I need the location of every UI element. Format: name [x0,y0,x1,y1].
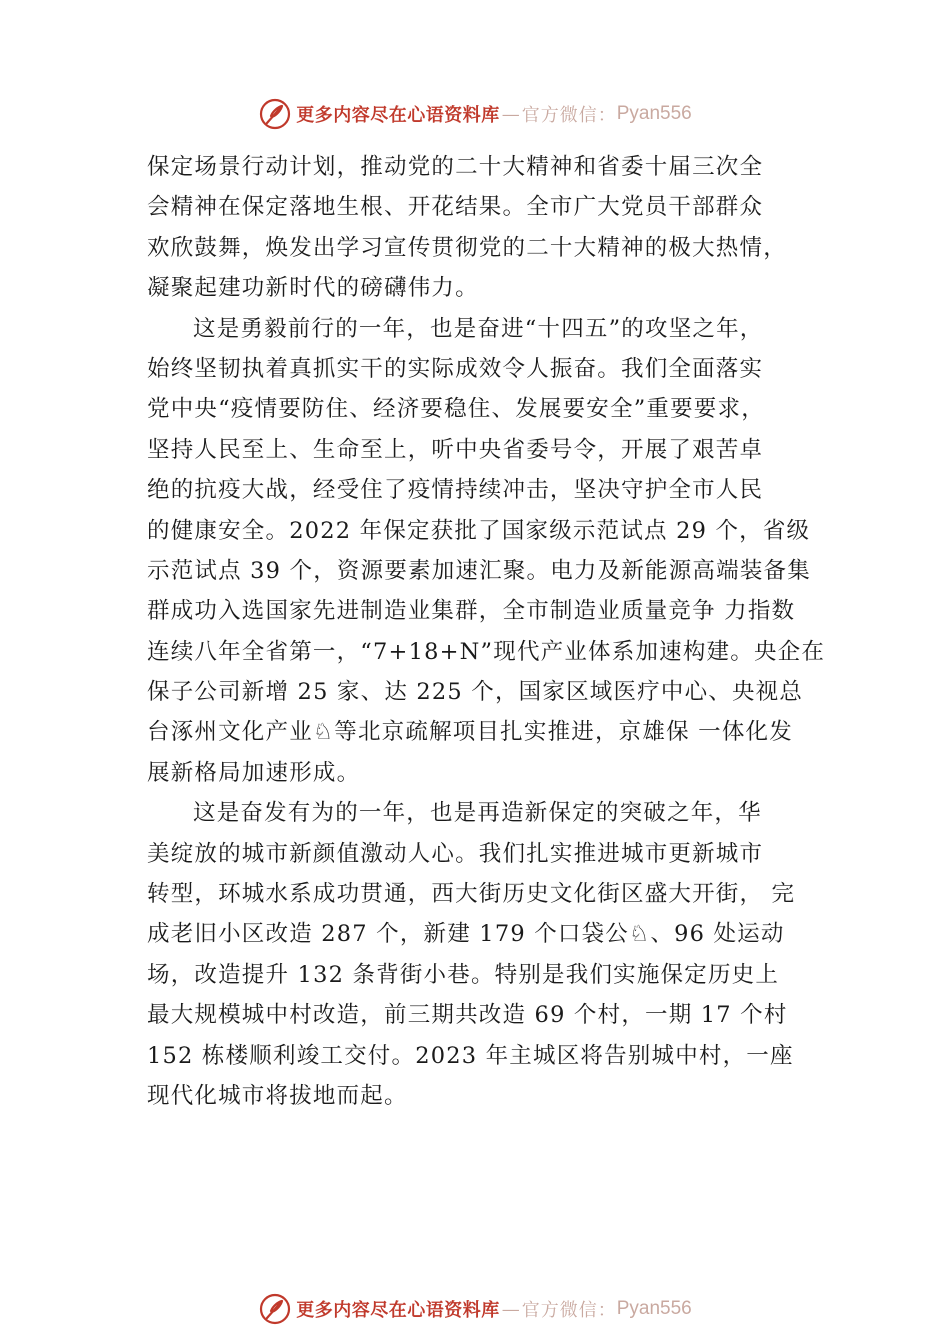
text-line: 场，改造提升 132 条背街小巷。特别是我们实施保定历史上 [147,961,780,988]
header-label: 官方微信： [521,105,617,126]
text-line: 保子公司新增 25 家、达 225 个，国家区域医疗中心、央视总 [147,679,804,706]
text-line: 转型，环城水系成功贯通，西大街历史文化街区盛大开街， 完 [147,881,796,908]
text-line: 群成功入选国家先进制造业集群，全市制造业质量竞争 力指数 [147,598,796,625]
text-line: 最大规模城中村改造，前三期共改造 69 个村，一期 17 个村 [147,1002,788,1029]
header-separator: — [501,103,520,125]
text-line: 始终坚韧执着真抓实干的实际成效令人振奋。我们全面落实 [147,355,764,382]
footer-account: Pyan556 [616,1298,692,1319]
footer-brand: 更多内容尽在心语资料库 [296,1300,500,1321]
text-line: 展新格局加速形成。 [147,759,361,786]
header-watermark [0,94,950,134]
paragraph-start-line: 这是勇毅前行的一年，也是奋进“十四五”的攻坚之年， [193,315,764,342]
footer-watermark [0,1289,950,1329]
text-line: 欢欣鼓舞，焕发出学习宣传贯彻党的二十大精神的极大热情， [147,234,787,261]
document-body [147,147,837,1116]
header-brand: 更多内容尽在心语资料库 [296,105,500,126]
text-line: 的健康安全。2022 年保定获批了国家级示范试点 29 个，省级 [147,517,811,544]
text-line: 坚持人民至上、生命至上，听中央省委号令，开展了艰苦卓 [147,436,764,463]
text-line: 连续八年全省第一，“7+18+N”现代产业体系加速构建。央企在 [147,638,826,665]
text-line: 党中央“疫情要防住、经济要稳住、发展要安全”重要要求， [147,396,765,423]
text-line: 成老旧小区改造 287 个，新建 179 个口袋公♘、96 处运动 [147,921,785,948]
text-line: 绝的抗疫大战，经受住了疫情持续冲击，坚决守护全市人民 [147,477,764,504]
text-line: 会精神在保定落地生根、开花结果。全市广大党员干部群众 [147,194,764,221]
text-line: 台涿州文化产业♘等北京疏解项目扎实推进，京雄保 一体化发 [147,719,793,746]
text-line: 现代化城市将拔地而起。 [147,1082,408,1109]
footer-label: 官方微信： [521,1300,617,1321]
feather-pen-icon [258,97,292,131]
text-line: 凝聚起建功新时代的磅礴伟力。 [147,275,479,302]
text-line: 保定场景行动计划，推动党的二十大精神和省委十届三次全 [147,154,764,180]
footer-separator: — [501,1298,520,1320]
paragraph-start-line: 这是奋发有为的一年，也是再造新保定的突破之年，华 [193,800,762,827]
text-line: 美绽放的城市新颜值激动人心。我们扎实推进城市更新城市 [147,840,764,867]
text-line: 152 栋楼顺利竣工交付。2023 年主城区将告别城中村，一座 [147,1042,794,1069]
header-account: Pyan556 [616,103,692,124]
text-line: 示范试点 39 个，资源要素加速汇聚。电力及新能源高端装备集 [147,557,811,584]
feather-pen-icon [258,1292,292,1326]
